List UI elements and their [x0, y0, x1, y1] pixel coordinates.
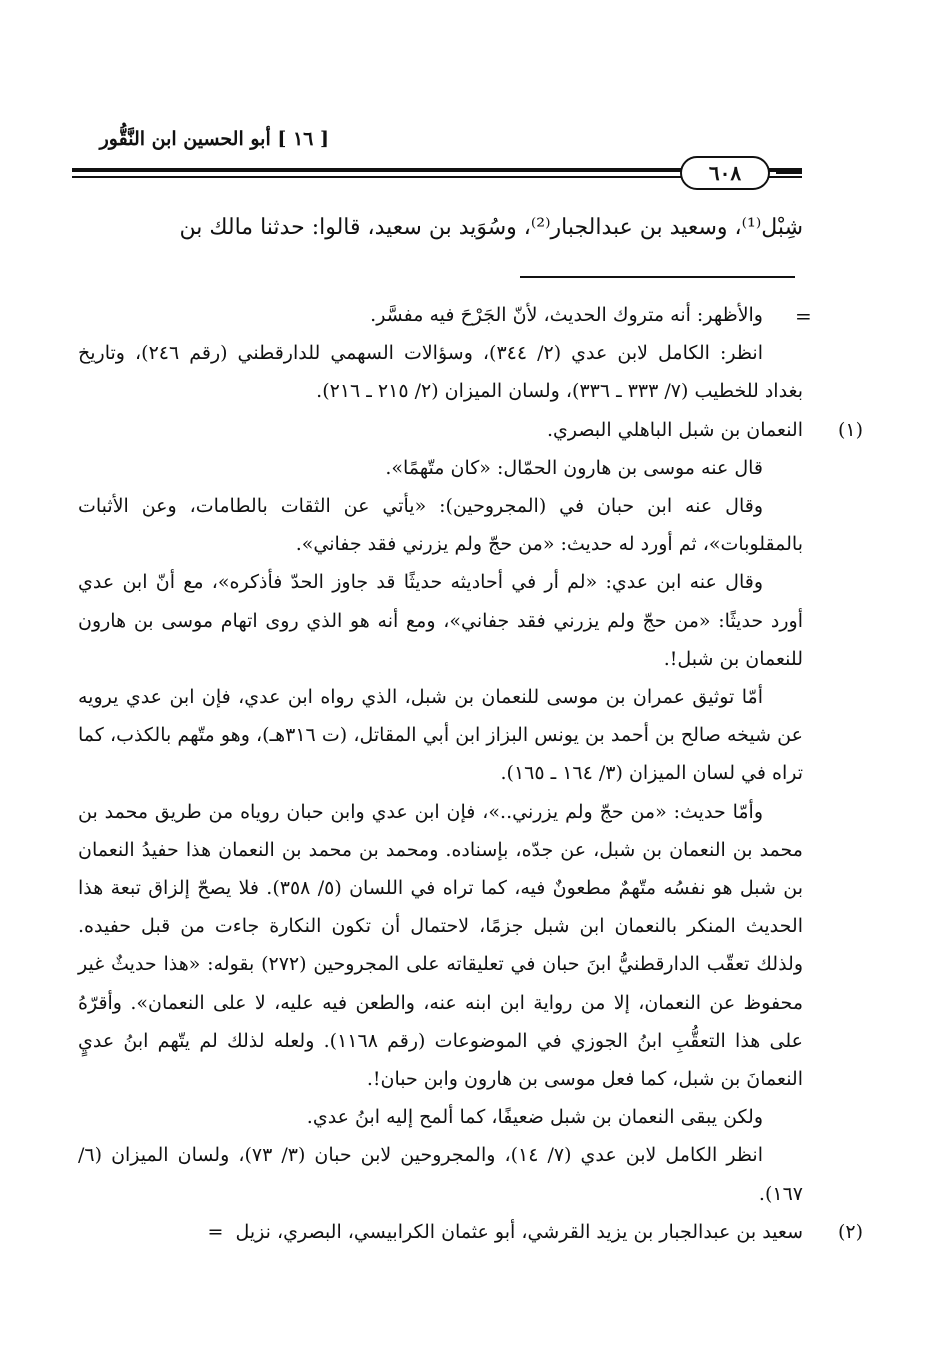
- footnote-1-paragraph: وأمّا حديث: «من حجّ ولم يزرني..»، فإن ابن عدي وابن حبان روياه من طريق محمد بن محمد بن النعمان بن شبل، عن جدّه، بإسناده. ومحمد بن محمد بن النعمان هذا حفيدُ النعمان بن شبل هو نفسُه متّهمٌ مطعونٌ فيه، كما تراه في اللسان (٥/ ٣٥٨). فلا يصحّ إلزاق تبعة هذا الحديث المنكر بالنعمان ابن شبل جزمًا، لاحتمال أن تكون النكارة جاءت من قبل حفيده. ولذلك تعقّب الدارقطنيُّ ابنَ حبان في تعليقاته على المجروحين (٢٧٢) بقوله: «هذا حديثٌ غير محفوظ عن النعمان، إلا من رواية ابن ابنه عنه، والطعن فيه عليه، لا على النعمان». وأقرّهُ على هذا التعقُّبِ ابنُ الجوزي في الموضوعات (رقم ١١٦٨). ولعله لذلك لم يتّهم ابنُ عديٍ النعمانَ بن شبل، كما فعل موسى بن هارون وابن حبان!.: [78, 800, 804, 1091]
- footnote-1-paragraph: وقال عنه ابن حبان في (المجروحين): «يأتي عن الثقات بالطامات، وعن الأثبات بالمقلوبات»، ثم أورد له حديث: «من حجّ ولم يزرني فقد جفاني».: [78, 495, 803, 556]
- footnote-1-paragraph: انظر الكامل لابن عدي (٧/ ١٤)، والمجروحين لابن حبان (٣/ ٧٣)، ولسان الميزان (٦/ ١٦٧).: [78, 1144, 803, 1205]
- main-text: شِبْل⁽¹⁾، وسعيد بن عبدالجبار⁽²⁾، وسُوَيد بن سعيد، قالوا: حدثنا مالك بن: [179, 215, 803, 240]
- footnote-1-paragraph: ولكن يبقى النعمان بن شبل ضعيفًا، كما ألمح إليه ابنُ عدي.: [306, 1106, 763, 1129]
- footnote-2-text: سعيد بن عبدالجبار بن يزيد القرشي، أبو عثمان الكرابيسي، البصري، نزيل: [235, 1220, 803, 1243]
- footnote-1-text: النعمان بن شبل الباهلي البصري.: [546, 418, 803, 441]
- footnote-1-first: [78, 411, 863, 449]
- footnote-1-paragraph: قال عنه موسى بن هارون الحمّال: «كان متّهمًا».: [385, 456, 763, 479]
- footnote-separator: [520, 276, 795, 278]
- footnote-2-first: [78, 1213, 863, 1251]
- running-title: [ ١٦ ] أبو الحسين ابن النَّقُّور: [99, 128, 329, 150]
- footnote-continuation-mark: =: [795, 304, 812, 328]
- footnote-1-paragraph: وقال عنه ابن عدي: «لم أر في أحاديثه حديثًا قد جاوز الحدّ فأذكره»، مع أنّ ابن عدي أورد حديثًا: «من حجّ ولم يزرني فقد جفاني»، ومع أنه هو الذي روى اتهام موسى بن هارون للنعمان بن شبل!.: [78, 571, 803, 670]
- footnote-cont-line: والأظهر: أنه متروك الحديث، لأنّ الجَرْحَ فيه مفسَّر.: [370, 304, 763, 326]
- footnote-2-number: (٢): [837, 1220, 863, 1243]
- page-number: ٦٠٨: [680, 156, 770, 190]
- header-rule-end: [776, 172, 802, 174]
- footnote-2-continuation-mark: =: [207, 1220, 224, 1243]
- footnote-cont-line: انظر: الكامل لابن عدي (٢/ ٣٤٤)، وسؤالات السهمي للدارقطني (رقم ٢٤٦)، وتاريخ بغداد للخطيب (٧/ ٣٣٣ ـ ٣٣٦)، ولسان الميزان (٢/ ٢١٥ ـ ٢١٦).: [78, 342, 803, 403]
- footnote-1-number: (١): [837, 418, 863, 441]
- footnotes: [78, 296, 863, 1251]
- footnote-1-paragraph: أمّا توثيق عمران بن موسى للنعمان بن شبل، الذي رواه ابن عدي، فإن ابن عدي يرويه عن شيخه صالح بن أحمد بن يونس البزاز ابن أبي المقاتل، (ت ٣١٦هـ)، وهو متّهم بالكذب، كما تراه في لسان الميزان (٣/ ١٦٤ ـ ١٦٥).: [78, 686, 803, 785]
